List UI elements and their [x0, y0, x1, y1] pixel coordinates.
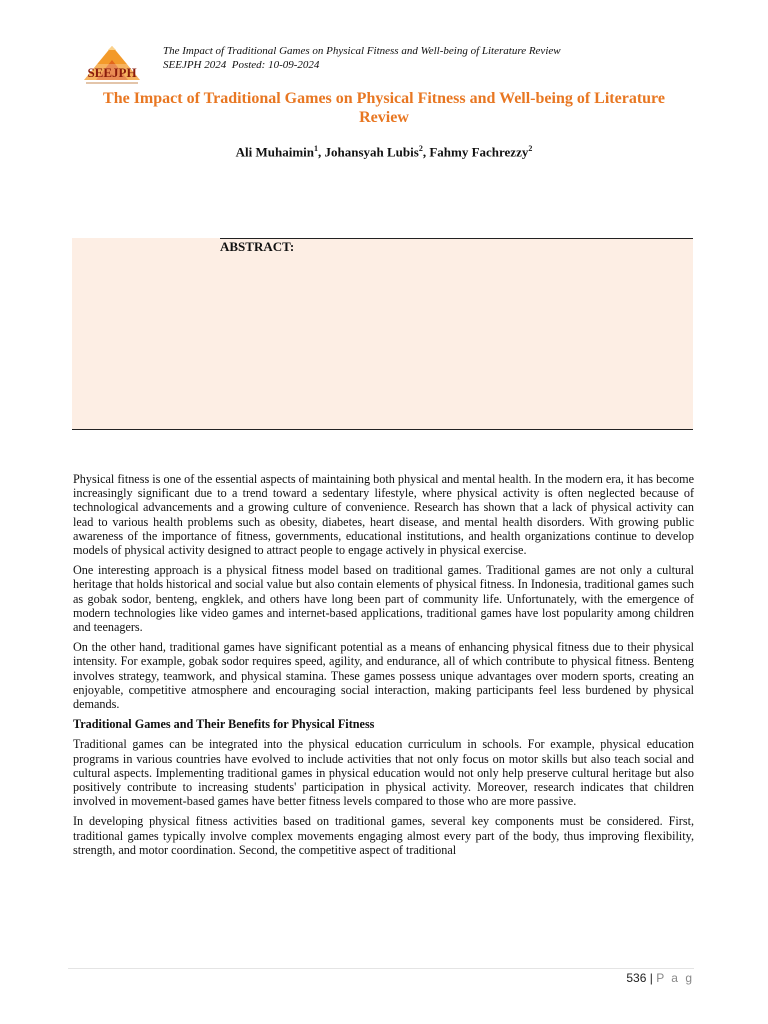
author-separator: , — [318, 144, 325, 160]
running-title: The Impact of Traditional Games on Physical Fitness and Well-being of Literature Review — [163, 45, 561, 57]
abstract-box — [72, 238, 693, 430]
author-affiliation: 1 — [314, 144, 318, 153]
page-number: 536 — [626, 971, 647, 985]
page-separator: | — [649, 971, 653, 985]
journal-logo — [78, 40, 146, 86]
author-name: Fahmy Fachrezzy — [429, 144, 529, 160]
author-list — [90, 144, 678, 160]
journal-post-date: SEEJPH 2024 Posted: 10-09-2024 — [163, 59, 320, 71]
abstract-label: ABSTRACT: — [220, 239, 295, 254]
body-paragraph: One interesting approach is a physical fitness model based on traditional games. Traditional games are not only a cultural heritage that holds historical and social value but also contain elements of physical fitness. In Indonesia, traditional games such as gobak sodor, benteng, engklek, and others have long been part of community life. Unfortunately, with the emergence of modern technologies like video games and internet-based applications, traditional games have lost popularity among children and teenagers. — [73, 563, 694, 635]
body-paragraph: In developing physical fitness activities based on traditional games, several key components must be considered. First, traditional games typically involve complex movements engaging almost every part of the body, thus improving flexibility, strength, and motor coordination. Second, the competitive aspect of traditional — [73, 814, 694, 857]
running-head — [163, 44, 561, 72]
footer-rule — [68, 968, 694, 969]
page-label: P a g — [656, 971, 694, 985]
author-affiliation: 2 — [418, 144, 423, 153]
author-name: Johansyah Lubis — [324, 144, 419, 160]
logo-text: SEEJPH — [87, 65, 137, 80]
author-separator: , — [422, 144, 430, 160]
body-paragraph: Traditional games can be integrated into the physical education curriculum in schools. For example, physical education programs in various countries have evolved to include activities that not only focus on motor skills but also teach social and cultural aspects. Implementing traditional games in physical education would not only help preserve cultural heritage but also positively contribute to increasing students' participation in physical activity. Moreover, research indicates that children involved in movement-based games have better fitness levels compared to those who are more passive. — [73, 737, 694, 809]
seejph-logo-icon — [78, 40, 146, 86]
body-paragraph: Physical fitness is one of the essential aspects of maintaining both physical and mental health. In the modern era, it has become increasingly significant due to a trend toward a sedentary lifestyle, where physical activity is often neglected because of technological advancements and a growing culture of convenience. Research has shown that a lack of physical activity can lead to various health problems such as obesity, diabetes, heart disease, and mental health disorders. With growing public awareness of the importance of fitness, governments, educational institutions, and health organizations continue to develop models of physical activity designed to attract people to engage actively in physical exercise. — [73, 472, 694, 558]
author-affiliation: 2 — [528, 144, 533, 153]
author-name: Ali Muhaimin — [235, 144, 314, 160]
body-paragraph: On the other hand, traditional games have significant potential as a means of enhancing physical fitness due to their physical intensity. For example, gobak sodor requires speed, agility, and endurance, all of which contribute to physical fitness. Benteng involves strategy, teamwork, and physical stamina. These games possess unique advantages over modern sports, creating an enjoyable, competitive atmosphere and encouraging social interaction, making participants feel less burdened by physical demands. — [73, 640, 694, 712]
section-heading: Traditional Games and Their Benefits for Physical Fitness — [73, 717, 375, 732]
paper-title: The Impact of Traditional Games on Physical Fitness and Well-being of Literature Review — [103, 90, 665, 126]
page-footer — [626, 971, 694, 985]
body-text — [73, 472, 694, 863]
